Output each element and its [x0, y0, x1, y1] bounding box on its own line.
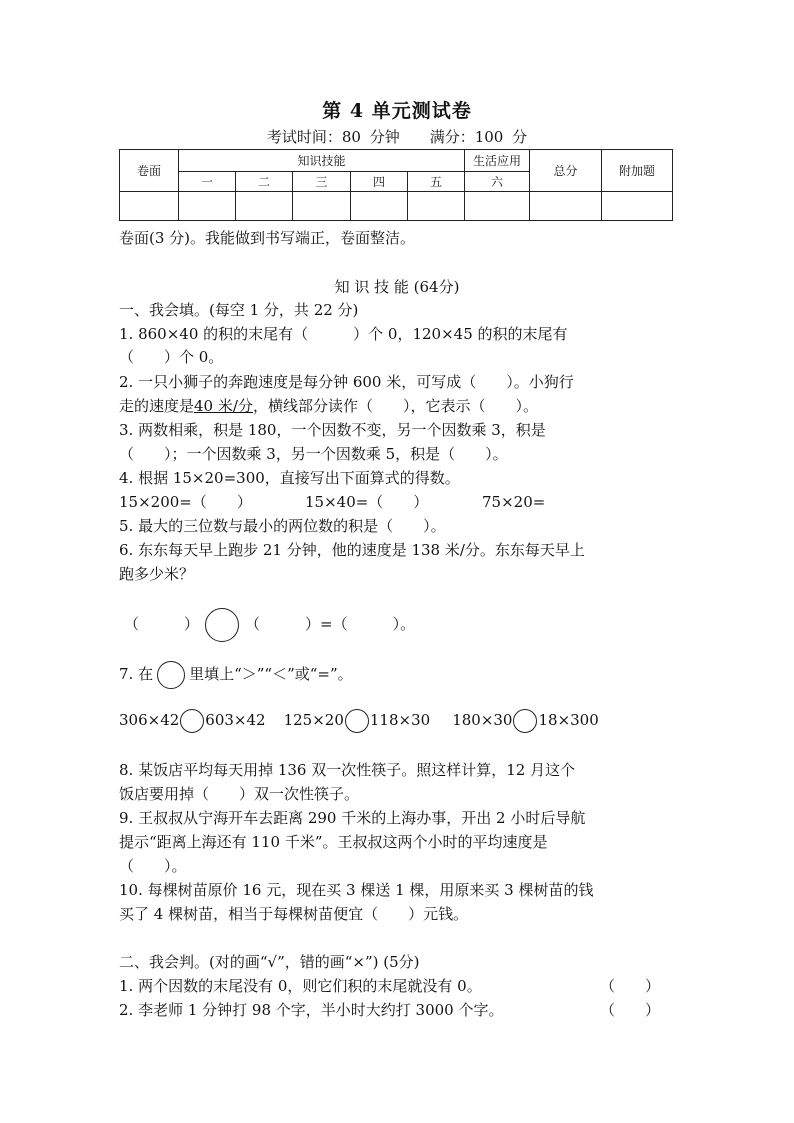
q6-blank-a: （ ）	[124, 615, 200, 633]
q8-line2: 饭店要用掉（ ）双一次性筷子。	[119, 785, 360, 803]
score-cell[interactable]	[408, 192, 465, 221]
q7-expr: 125×20	[283, 711, 344, 729]
q7-expr: 18×300	[538, 711, 599, 729]
q7-text-a: 7. 在	[119, 665, 154, 683]
q6-line2: 跑多少米？	[119, 565, 195, 583]
score-header-zhishi: 知识技能	[179, 150, 465, 172]
judge-item-2: 2. 李老师 1 分钟打 98 个字，半小时大约打 3000 个字。	[119, 1001, 504, 1019]
q10-line2: 买了 4 棵树苗，相当于每棵树苗便宜（ ）元钱。	[119, 905, 469, 923]
score-col-3: 三	[293, 172, 351, 192]
q4-line1: 4. 根据 15×20=300，直接写出下面算式的得数。	[119, 469, 460, 487]
q2-text-a: 走的速度是	[119, 397, 195, 415]
q7-expr: 603×42	[205, 711, 266, 729]
part2-title: 二、我会判。(对的画“√”，错的画“×”) (5分)	[119, 953, 420, 971]
q8-line1: 8. 某饭店平均每天用掉 136 双一次性筷子。照这样计算，12 月这个	[119, 761, 576, 779]
score-header-juanmian: 卷面	[120, 150, 179, 192]
score-cell[interactable]	[465, 192, 530, 221]
score-cell[interactable]	[236, 192, 293, 221]
q2-underlined-speed: 40 米/分	[194, 397, 253, 415]
q1-line2: （ ）个 0。	[119, 348, 224, 366]
score-table	[119, 149, 673, 221]
q6-line1: 6. 东东每天早上跑步 21 分钟，他的速度是 138 米/分。东东每天早上	[119, 541, 585, 559]
score-col-2: 二	[236, 172, 293, 192]
score-header-zongfen: 总分	[530, 150, 602, 192]
q9-line2: 提示“距离上海还有 110 千米”。王叔叔这两个小时的平均速度是	[119, 833, 548, 851]
q6-formula	[124, 607, 415, 642]
score-cell[interactable]	[179, 192, 236, 221]
score-col-6: 六	[465, 172, 530, 192]
q9-line1: 9. 王叔叔从宁海开车去距离 290 千米的上海办事，开出 2 小时后导航	[119, 809, 586, 827]
exam-subtitle: 考试时间：80 分钟 满分：100 分	[266, 128, 528, 146]
exam-title: 第 4 单元测试卷	[322, 100, 472, 122]
q4-expr-b: 15×40=（ ）	[305, 493, 429, 511]
compare-circle-3[interactable]	[513, 709, 537, 733]
score-cell[interactable]	[120, 192, 179, 221]
score-header-shenghuo: 生活应用	[465, 150, 530, 172]
judge-paren-2[interactable]: （ ）	[600, 1001, 661, 1019]
score-header-fujia: 附加题	[602, 150, 673, 192]
q10-line1: 10. 每棵树苗原价 16 元，现在买 3 棵送 1 棵，用原来买 3 棵树苗的钱	[119, 881, 594, 899]
q2-text-b: ，横线部分读作（ ），它表示（ ）。	[252, 397, 538, 415]
q9-line3: （ ）。	[119, 857, 187, 875]
q5-line: 5. 最大的三位数与最小的两位数的积是（ ）。	[119, 517, 446, 535]
score-cell[interactable]	[530, 192, 602, 221]
q4-expr-a: 15×200=（ ）	[119, 493, 252, 511]
score-col-5: 五	[408, 172, 465, 192]
score-cell[interactable]	[293, 192, 351, 221]
q7-expr: 180×30	[452, 711, 513, 729]
q3-line2: （ ）；一个因数乘 3，另一个因数乘 5，积是（ ）。	[119, 445, 508, 463]
judge-paren-1[interactable]: （ ）	[600, 977, 661, 995]
judge-item-1: 1. 两个因数的末尾没有 0，则它们积的末尾就没有 0。	[119, 977, 482, 995]
q2-line1: 2. 一只小狮子的奔跑速度是每分钟 600 米，可写成（ ）。小狗行	[119, 373, 574, 391]
q4-expr-c: 75×20=	[482, 493, 546, 511]
part1-title: 一、我会填。(每空 1 分，共 22 分)	[119, 301, 359, 319]
score-cell[interactable]	[351, 192, 408, 221]
q7-expr: 118×30	[369, 711, 431, 729]
q7-text-b: 里填上“＞”“＜”或“=”。	[189, 665, 353, 683]
compare-circle-1[interactable]	[180, 709, 204, 733]
q3-line1: 3. 两数相乘，积是 180，一个因数不变，另一个因数乘 3，积是	[119, 421, 546, 439]
score-col-1: 一	[179, 172, 236, 192]
neatness-note: 卷面(3 分)。我能做到书写端正，卷面整洁。	[119, 229, 416, 247]
compare-circle-example	[157, 661, 185, 689]
score-col-4: 四	[351, 172, 408, 192]
q1-line1: 1. 860×40 的积的末尾有（ ）个 0，120×45 的积的末尾有	[119, 325, 568, 343]
operator-circle[interactable]	[205, 608, 239, 642]
section-heading-knowledge: 知 识 技 能 (64分)	[334, 278, 460, 296]
compare-circle-2[interactable]	[345, 709, 369, 733]
q2-line2	[119, 397, 538, 415]
q7-instruction	[119, 660, 353, 689]
score-cell[interactable]	[602, 192, 673, 221]
q6-blank-b: （ ）=（ ）。	[245, 615, 416, 633]
q7-comparisons	[119, 707, 599, 733]
q7-expr: 306×42	[119, 711, 180, 729]
